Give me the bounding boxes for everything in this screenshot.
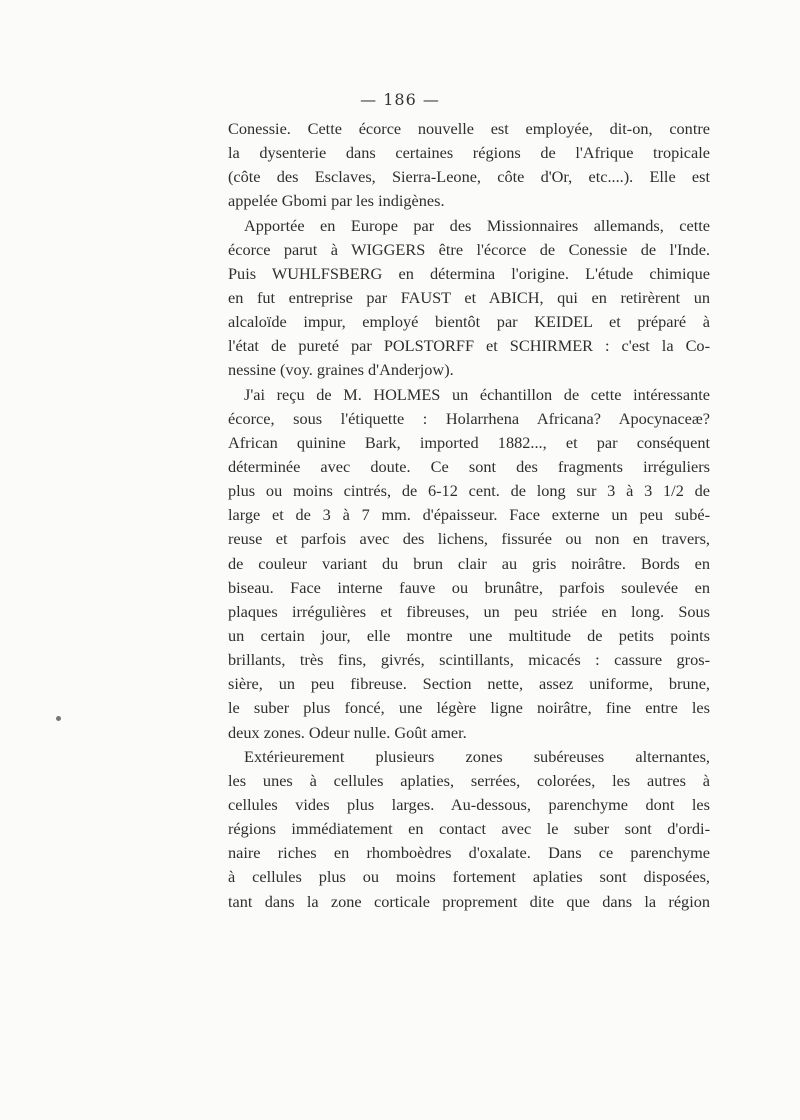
text-line: la dysenterie dans certaines régions de l'Afrique tropicale	[228, 143, 710, 163]
text-line: large et de 3 à 7 mm. d'épaisseur. Face externe un peu subé-	[228, 505, 710, 525]
text-line: J'ai reçu de M. HOLMES un échantillon de cette intéressante	[244, 384, 710, 404]
text-line: l'état de pureté par POLSTORFF et SCHIRMER : c'est la Co-	[228, 336, 710, 356]
margin-mark	[56, 716, 61, 721]
text-line: biseau. Face interne fauve ou brunâtre, parfois soulevée en	[228, 577, 710, 597]
text-line: tant dans la zone corticale proprement dite que dans la région	[228, 891, 710, 911]
text-line: appelée Gbomi par les indigènes.	[228, 191, 445, 211]
text-line: régions immédiatement en contact avec le suber sont d'ordi-	[228, 819, 710, 839]
text-line: reuse et parfois avec des lichens, fissurée ou non en travers,	[228, 529, 710, 549]
text-line: écorce, sous l'étiquette : Holarrhena Africana? Apocynaceæ?	[228, 408, 710, 428]
text-line: plaques irrégulières et fibreuses, un peu striée en long. Sous	[228, 601, 710, 621]
text-line: écorce parut à WIGGERS être l'écorce de Conessie de l'Inde.	[228, 239, 710, 259]
text-line: un certain jour, elle montre une multitude de petits points	[228, 625, 710, 645]
text-line: nessine (voy. graines d'Anderjow).	[228, 360, 454, 380]
text-line: naire riches en rhomboèdres d'oxalate. Dans ce parenchyme	[228, 843, 710, 863]
body-text	[228, 117, 710, 914]
text-line: alcaloïde impur, employé bientôt par KEIDEL et préparé à	[228, 312, 710, 332]
text-line: déterminée avec doute. Ce sont des fragments irréguliers	[228, 456, 710, 476]
text-line: Extérieurement plusieurs zones subéreuses alternantes,	[244, 746, 710, 766]
text-line: les unes à cellules aplaties, serrées, colorées, les autres à	[228, 770, 710, 790]
text-line: de couleur variant du brun clair au gris noirâtre. Bords en	[228, 553, 710, 573]
text-line: cellules vides plus larges. Au-dessous, parenchyme dont les	[228, 794, 710, 814]
text-line: Puis WUHLFSBERG en détermina l'origine. L'étude chimique	[228, 263, 710, 283]
text-line: plus ou moins cintrés, de 6-12 cent. de long sur 3 à 3 1/2 de	[228, 481, 710, 501]
text-line: brillants, très fins, givrés, scintillants, micacés : cassure gros-	[228, 650, 710, 670]
text-line: en fut entreprise par FAUST et ABICH, qui en retirèrent un	[228, 287, 710, 307]
text-line: le suber plus foncé, une légère ligne noirâtre, fine entre les	[228, 698, 710, 718]
text-line: deux zones. Odeur nulle. Goût amer.	[228, 722, 467, 742]
page-number: — 186 —	[360, 90, 440, 109]
text-line: sière, un peu fibreuse. Section nette, assez uniforme, brune,	[228, 674, 710, 694]
text-line: Conessie. Cette écorce nouvelle est employée, dit-on, contre	[228, 119, 710, 138]
text-line: à cellules plus ou moins fortement aplaties sont disposées,	[228, 867, 710, 887]
text-line: African quinine Bark, imported 1882..., et par conséquent	[228, 432, 710, 452]
text-line: (côte des Esclaves, Sierra-Leone, côte d'Or, etc....). Elle est	[228, 167, 710, 187]
text-line: Apportée en Europe par des Missionnaires allemands, cette	[244, 215, 710, 235]
